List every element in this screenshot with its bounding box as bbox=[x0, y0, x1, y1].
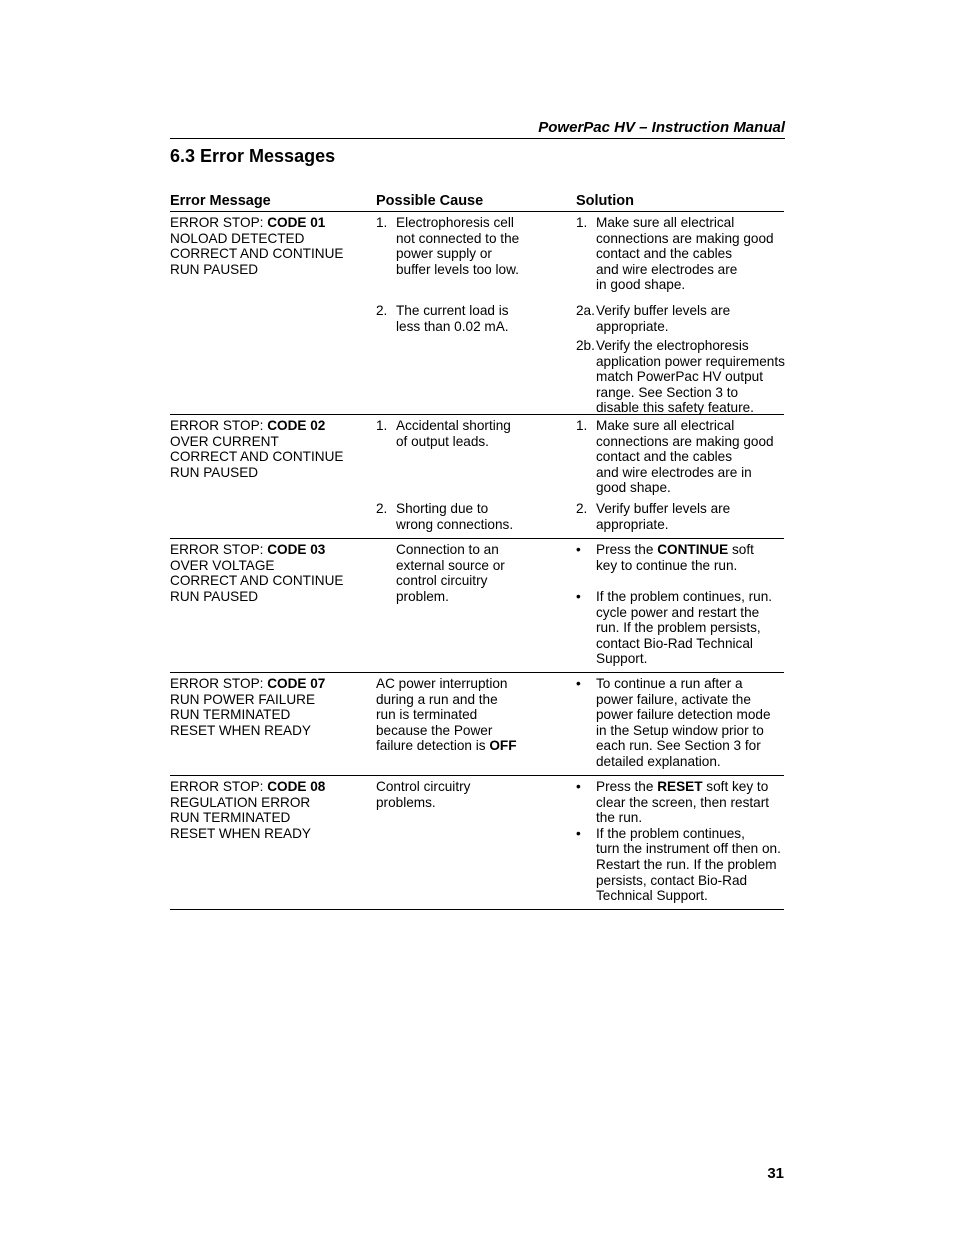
solution-item: 2. Verify buffer levels are appropriate. bbox=[576, 501, 731, 532]
solution-item: • If the problem continues, turn the instrument off then on. Restart the run. If the problem persists, contact Bio-Rad Technical Support. bbox=[576, 825, 781, 904]
error-code: CODE 01 bbox=[267, 215, 326, 230]
page-number: 31 bbox=[767, 1165, 784, 1182]
error-message-line: REGULATION ERROR bbox=[170, 794, 311, 810]
list-marker: 2a. bbox=[576, 303, 595, 318]
error-message-cell bbox=[170, 415, 376, 538]
error-code-line: ERROR STOP: CODE 08 bbox=[170, 779, 326, 794]
list-marker: 1. bbox=[576, 215, 588, 230]
error-message-line: NOLOAD DETECTED bbox=[170, 230, 305, 246]
cause-text: Connection to an external source or control circuitry problem. bbox=[396, 542, 505, 604]
error-message-line: CORRECT AND CONTINUE bbox=[170, 449, 344, 465]
possible-cause-cell: Control circuitry problems. bbox=[376, 779, 471, 810]
column-header-solution: Solution bbox=[576, 193, 634, 209]
solution-item: 1. Make sure all electrical connections are making good contact and the cables and wire electrodes are in good shape. bbox=[576, 418, 784, 501]
running-header: PowerPac HV – Instruction Manual bbox=[170, 119, 785, 139]
solution-item: • To continue a run after a power failure, activate the power failure detection mode in the Setup window prior to each run. See Section 3 for detailed explanation. bbox=[576, 676, 771, 769]
error-code: CODE 07 bbox=[267, 676, 326, 691]
error-message-cell bbox=[170, 212, 376, 414]
solution-item: 2b. Verify the electrophoresis application power requirements match PowerPac HV output range. See Section 3 to disable this safety feature. bbox=[576, 338, 785, 416]
solution-cell bbox=[576, 415, 784, 538]
cause-item: 1. Electrophoresis cell not connected to the power supply or buffer levels too low. bbox=[376, 215, 576, 303]
table-row-code-01 bbox=[170, 212, 784, 415]
error-message-line: RUN PAUSED bbox=[170, 261, 259, 277]
section-title: 6.3 Error Messages bbox=[170, 146, 336, 166]
error-message-cell bbox=[170, 673, 376, 775]
solution-item: • Press the CONTINUE soft key to continue the run. bbox=[576, 542, 784, 589]
error-message-line: OVER CURRENT bbox=[170, 433, 279, 449]
table-header bbox=[170, 192, 784, 212]
cause-item: 2. The current load is less than 0.02 mA. bbox=[376, 303, 509, 334]
solution-item: 1. Make sure all electrical connections are making good contact and the cables and wire electrodes are in good shape. bbox=[576, 215, 784, 303]
error-message-line: RUN PAUSED bbox=[170, 588, 259, 604]
possible-cause-cell bbox=[376, 212, 576, 414]
error-message-line: RESET WHEN READY bbox=[170, 825, 311, 841]
error-code: CODE 03 bbox=[267, 542, 326, 557]
solution-item: • If the problem continues, run. cycle power and restart the run. If the problem persists, contact Bio-Rad Technical Support. bbox=[576, 589, 773, 667]
solution-item: • Press the RESET soft key to clear the screen, then restart the run. bbox=[576, 779, 770, 826]
table-row-code-08 bbox=[170, 776, 784, 910]
error-code-line: ERROR STOP: CODE 03 bbox=[170, 542, 326, 557]
error-message-line: RUN TERMINATED bbox=[170, 810, 291, 826]
bullet-marker: • bbox=[576, 589, 581, 604]
error-code: CODE 02 bbox=[267, 418, 326, 433]
possible-cause-cell: AC power interruption during a run and the run is terminated because the Power failure detection is OFF bbox=[376, 676, 517, 754]
column-header-error-message: Error Message bbox=[170, 193, 271, 209]
error-code-line: ERROR STOP: CODE 02 bbox=[170, 418, 326, 433]
error-message-line: RESET WHEN READY bbox=[170, 722, 311, 738]
bullet-marker: • bbox=[576, 676, 581, 691]
error-messages-table bbox=[170, 192, 784, 910]
solution-cell bbox=[576, 212, 784, 414]
cause-item: 1. Accidental shorting of output leads. bbox=[376, 418, 576, 501]
list-marker: 2. bbox=[376, 501, 388, 516]
error-message-line: CORRECT AND CONTINUE bbox=[170, 246, 344, 262]
list-marker: 1. bbox=[376, 418, 388, 433]
possible-cause-cell bbox=[376, 415, 576, 538]
error-code-line: ERROR STOP: CODE 01 bbox=[170, 215, 326, 230]
error-message-line: OVER VOLTAGE bbox=[170, 557, 275, 573]
list-marker: 2b. bbox=[576, 338, 595, 353]
error-code: CODE 08 bbox=[267, 779, 326, 794]
error-message-line: CORRECT AND CONTINUE bbox=[170, 573, 344, 589]
list-marker: 2. bbox=[576, 501, 588, 516]
list-marker: 1. bbox=[376, 215, 388, 230]
bullet-marker: • bbox=[576, 779, 581, 794]
error-message-cell bbox=[170, 539, 376, 672]
table-row-code-02 bbox=[170, 415, 784, 539]
solution-cell bbox=[576, 776, 784, 909]
bullet-marker: • bbox=[576, 542, 581, 557]
list-marker: 2. bbox=[376, 303, 388, 318]
bullet-marker: • bbox=[576, 825, 581, 841]
error-message-line: RUN PAUSED bbox=[170, 464, 259, 480]
error-message-line: RUN TERMINATED bbox=[170, 707, 291, 723]
solution-cell bbox=[576, 539, 784, 672]
error-code-line: ERROR STOP: CODE 07 bbox=[170, 676, 326, 691]
column-header-possible-cause: Possible Cause bbox=[376, 193, 484, 209]
possible-cause-cell bbox=[376, 539, 576, 672]
error-message-cell bbox=[170, 776, 376, 909]
solution-cell bbox=[576, 673, 784, 775]
table-row-code-03 bbox=[170, 539, 784, 673]
cause-item: 2. Shorting due to wrong connections. bbox=[376, 501, 514, 532]
error-message-line: RUN POWER FAILURE bbox=[170, 691, 316, 707]
table-row-code-07 bbox=[170, 673, 784, 776]
solution-item: 2a. Verify buffer levels are appropriate. bbox=[576, 303, 784, 338]
list-marker: 1. bbox=[576, 418, 588, 433]
